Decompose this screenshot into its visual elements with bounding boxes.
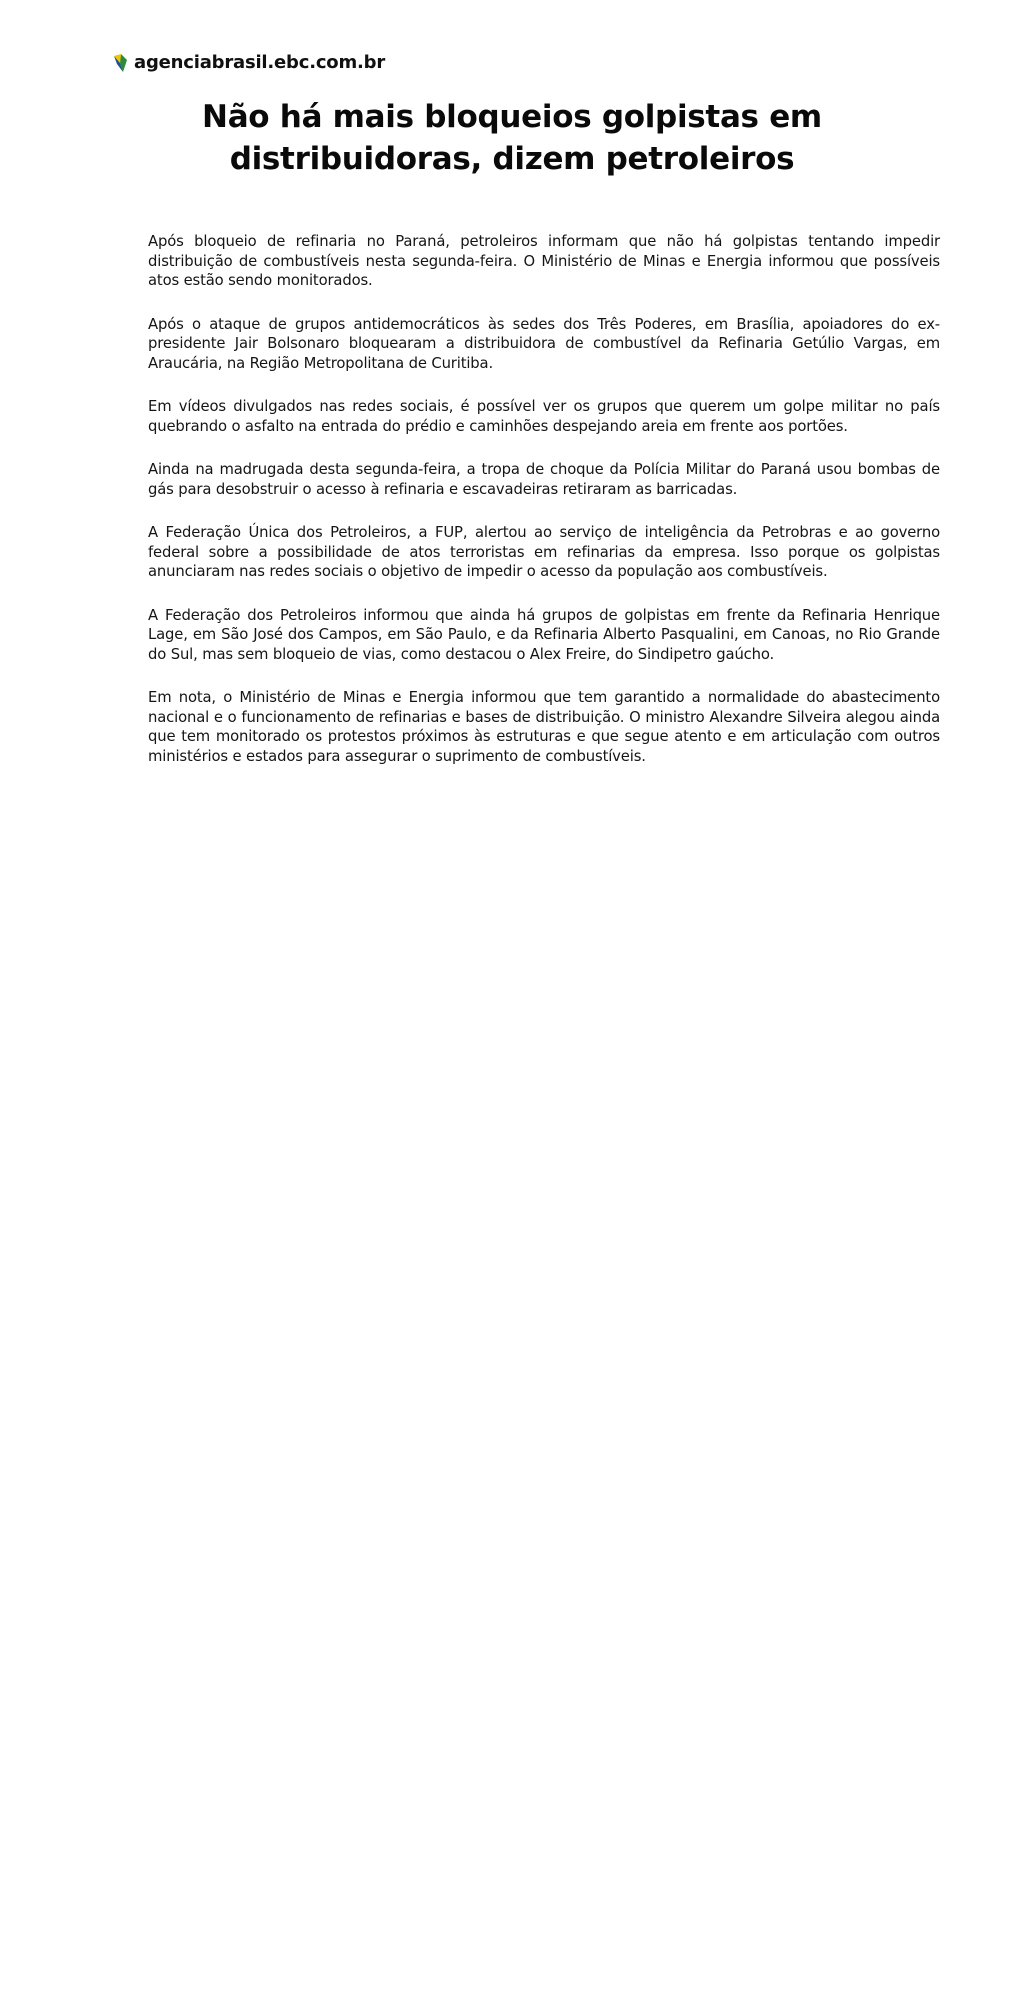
article-paragraph: Em vídeos divulgados nas redes sociais, é possível ver os grupos que querem um golpe militar no país quebrando o asfalto na entrada do prédio e caminhões despejando areia em frente aos portões. (148, 398, 940, 435)
article-paragraph: Após bloqueio de refinaria no Paraná, petroleiros informam que não há golpistas tentando impedir distribuição de combustíveis nesta segunda-feira. O Ministério de Minas e Energia informou que possíveis atos estão sendo monitorados. (148, 233, 940, 289)
article-paragraph: Após o ataque de grupos antidemocráticos às sedes dos Três Poderes, em Brasília, apoiadores do ex-presidente Jair Bolsonaro bloquearam a distribuidora de combustível da Refinaria Getúlio Vargas, em Araucária, na Região Metropolitana de Curitiba. (148, 315, 940, 372)
article-paragraph: Ainda na madrugada desta segunda-feira, a tropa de choque da Polícia Militar do Paraná usou bombas de gás para desobstruir o acesso à refinaria e escavadeiras retiraram as barricadas. (148, 461, 940, 498)
site-header (112, 52, 385, 73)
article-paragraph: Em nota, o Ministério de Minas e Energia informou que tem garantido a normalidade do abastecimento nacional e o funcionamento de refinarias e bases de distribuição. O ministro Alexandre Silveira alegou ainda que tem monitorado os protestos próximos às estruturas e que segue atento e em articulação com outros ministérios e estados para assegurar o suprimento de combustíveis. (148, 689, 940, 765)
article-paragraph: A Federação dos Petroleiros informou que ainda há grupos de golpistas em frente da Refinaria Henrique Lage, em São José dos Campos, em São Paulo, e da Refinaria Alberto Pasqualini, em Canoas, no Rio Grande do Sul, mas sem bloqueio de vias, como destacou o Alex Freire, do Sindipetro gaúcho. (148, 606, 940, 663)
article-title: Não há mais bloqueios golpistas em distribuidoras, dizem petroleiros (202, 99, 822, 177)
article-paragraph: A Federação Única dos Petroleiros, a FUP, alertou ao serviço de inteligência da Petrobras e ao governo federal sobre a possibilidade de atos terroristas em refinarias da empresa. Isso porque os golpistas anunciaram nas redes sociais o objetivo de impedir o acesso da população aos combustíveis. (148, 524, 940, 580)
agencia-brasil-logo-icon (112, 54, 128, 72)
article-body (148, 232, 940, 790)
site-name[interactable]: agenciabrasil.ebc.com.br (134, 52, 386, 73)
